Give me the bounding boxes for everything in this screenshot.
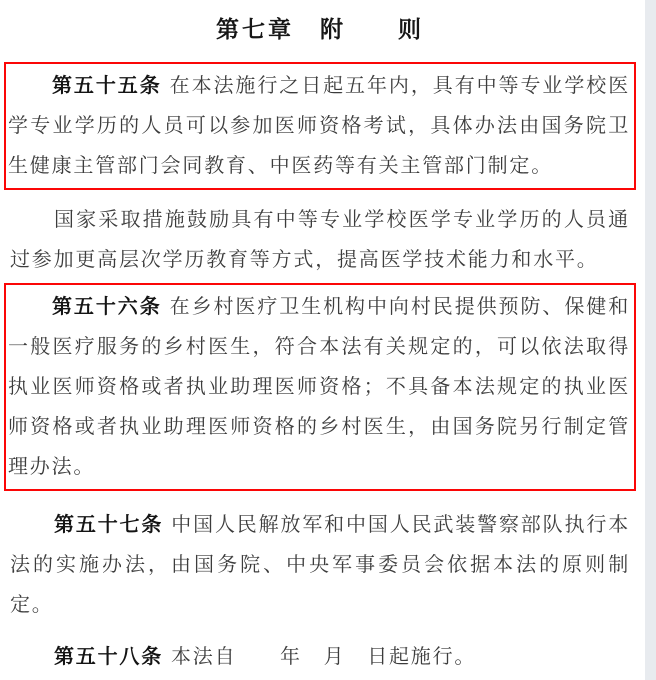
article-57-number: 第五十七条 xyxy=(54,514,164,536)
article-57-block xyxy=(10,505,630,625)
article-58-paragraph xyxy=(10,637,630,677)
encouragement-clause-paragraph xyxy=(10,200,630,280)
article-58-block xyxy=(10,637,630,677)
article-57-paragraph xyxy=(10,505,630,625)
article-58-number: 第五十八条 xyxy=(54,646,163,668)
article-55-text: 在本法施行之日起五年内，具有中等专业学校医学专业学历的人员可以参加医师资格考试，具体办法由国务院卫生健康主管部门会同教育、中医药等有关主管部门制定。 xyxy=(8,75,630,177)
highlight-box-article-55 xyxy=(4,62,636,190)
scrollbar-track[interactable] xyxy=(645,0,656,680)
article-55-number: 第五十五条 xyxy=(52,75,162,97)
article-57-text: 中国人民解放军和中国人民武装警察部队执行本法的实施办法，由国务院、中央军事委员会依据本法的原则制定。 xyxy=(10,514,630,616)
chapter-title: 第七章 附 则 xyxy=(216,17,424,42)
article-56-number: 第五十六条 xyxy=(52,296,162,318)
encouragement-clause-text: 国家采取措施鼓励具有中等专业学校医学专业学历的人员通过参加更高层次学历教育等方式，提高医学技术能力和水平。 xyxy=(10,209,630,271)
highlight-box-article-56 xyxy=(4,283,636,491)
article-55-paragraph xyxy=(8,66,630,186)
article-58-text: 本法自 年 月 日起施行。 xyxy=(171,646,477,668)
encouragement-clause-block xyxy=(10,200,630,280)
article-56-paragraph xyxy=(8,287,630,487)
article-56-text: 在乡村医疗卫生机构中向村民提供预防、保健和一般医疗服务的乡村医生，符合本法有关规定的，可以依法取得执业医师资格或者执业助理医师资格；不具备本法规定的执业医师资格或者执业助理医师资格的乡村医生，由国务院另行制定管理办法。 xyxy=(8,296,630,478)
